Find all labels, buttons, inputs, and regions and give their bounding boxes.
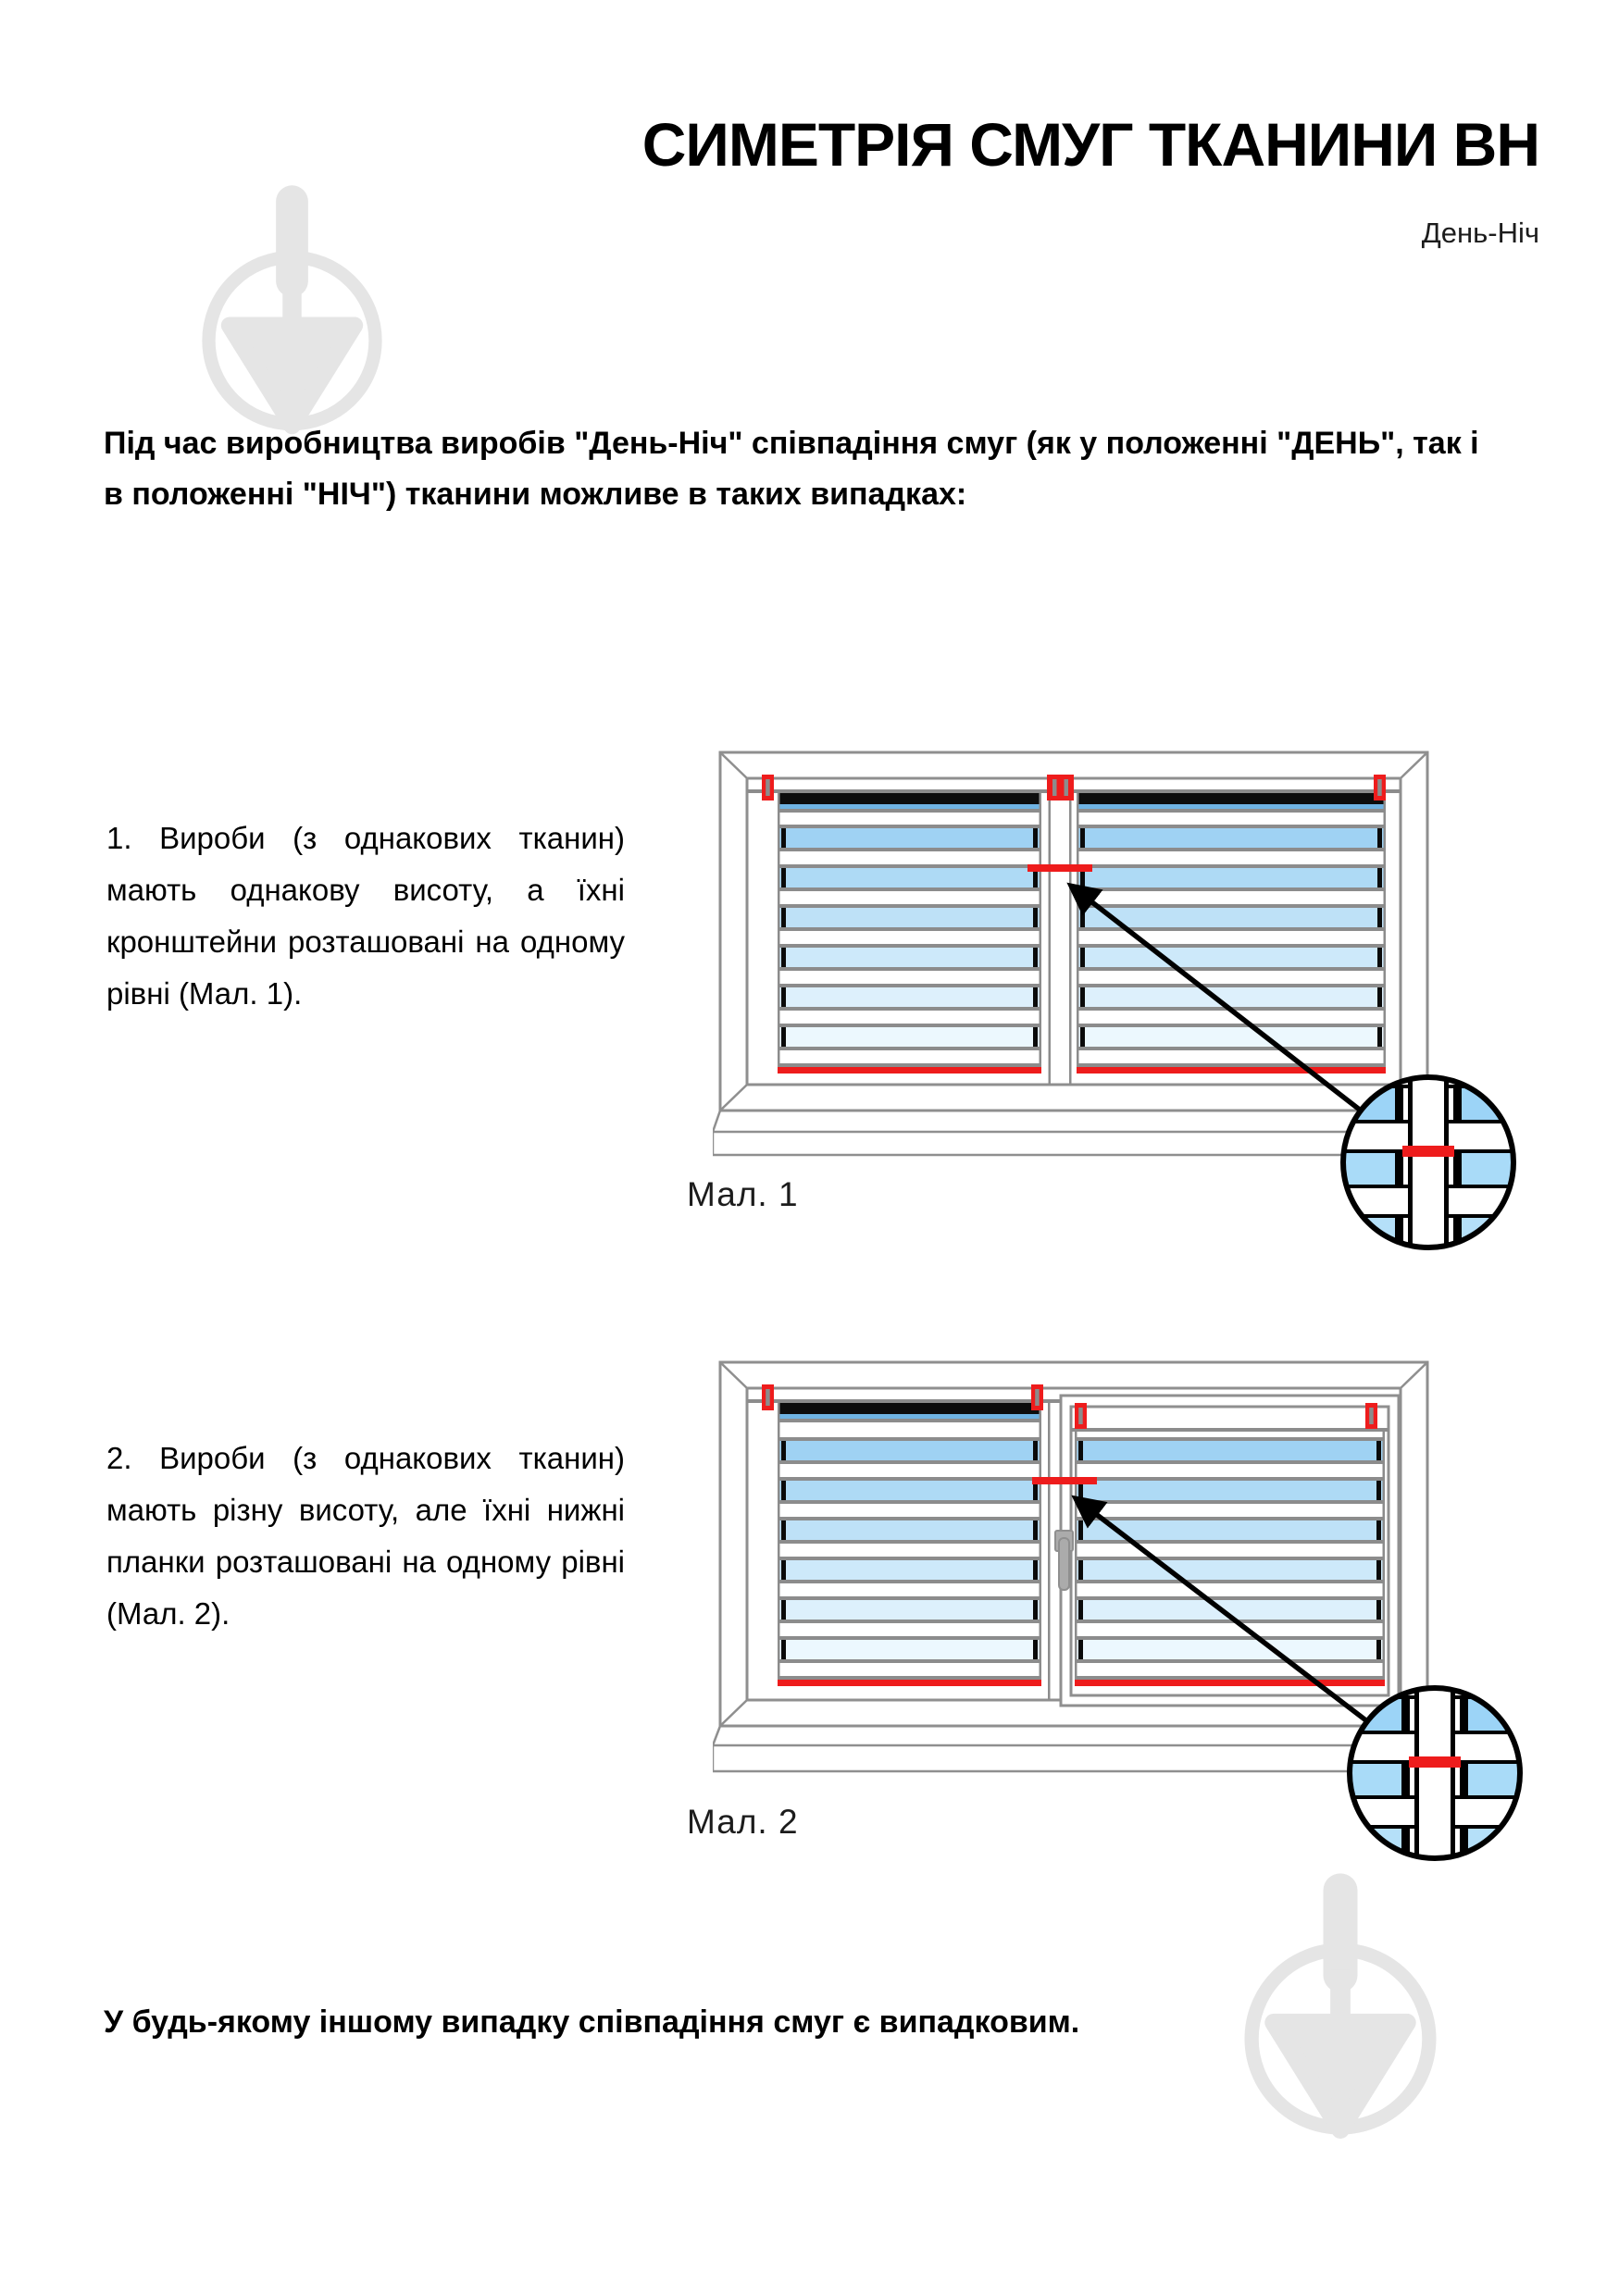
- case-2-text: 2. Вироби (з однакових тканин) мають різну висоту, але їхні нижні планки розташовані на одному рівні (Мал. 2).: [106, 1441, 625, 1632]
- brand-trowel-watermark-icon: [1229, 1869, 1451, 2166]
- figure-1-caption: Мал. 1: [687, 1175, 799, 1213]
- figure-2-caption: Мал. 2: [687, 1803, 799, 1841]
- figure-1-window-diagram: [713, 745, 1546, 1263]
- page-subtitle: День-Ніч: [1421, 217, 1539, 249]
- case-1-text: 1. Вироби (з однакових тканин) мають однакову висоту, а їхні кронштейни розташовані на одному рівні (Мал. 1).: [106, 821, 625, 1011]
- intro-paragraph: Під час виробництва виробів "День-Ніч" співпадіння смуг (як у положенні "ДЕНЬ", так і в положенні "НІЧ") тканини можливе в таких випадках:: [104, 426, 1479, 513]
- footer-note: У будь-якому іншому випадку співпадіння смуг є випадковим.: [104, 2004, 1080, 2040]
- page-title: СИМЕТРІЯ СМУГ ТКАНИНИ ВН: [641, 110, 1539, 179]
- figure-2-window-diagram: [713, 1353, 1546, 1871]
